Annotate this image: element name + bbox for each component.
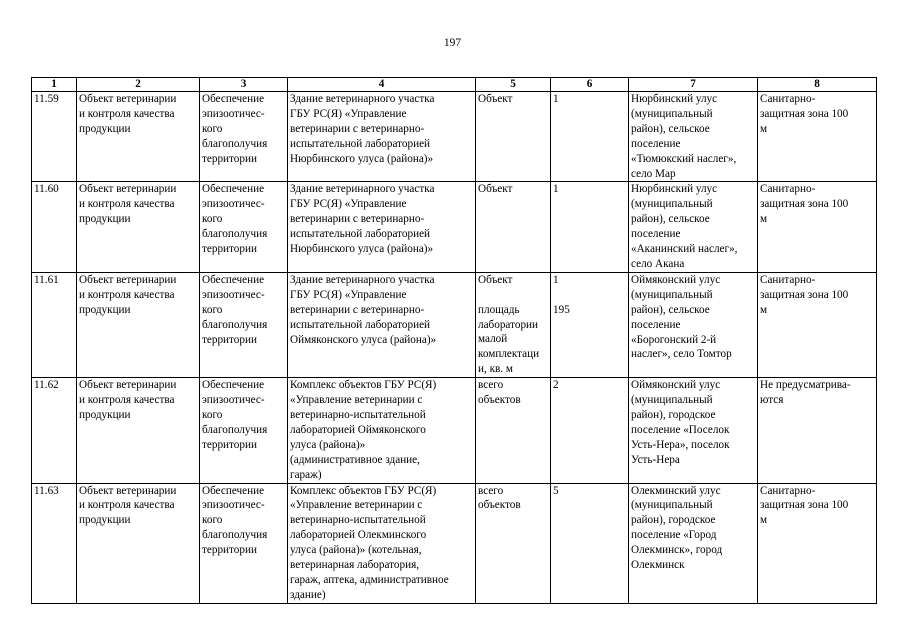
unit-cell: [476, 272, 551, 377]
zone-cell: [758, 483, 877, 603]
purpose-cell: [200, 92, 288, 182]
cell-line: ветеринарии с ветеринарно-: [290, 213, 425, 226]
cell-line: эпизоотичес-: [202, 198, 265, 211]
cell-line: Обеспечение: [202, 93, 265, 105]
cell-line: продукции: [79, 213, 131, 226]
cell-line: площадь: [478, 303, 520, 316]
cell-line: Объект ветеринарии: [79, 379, 177, 392]
cell-line: Объект: [478, 93, 513, 105]
cell-line: (административное здание,: [290, 453, 420, 466]
cell-line: благополучия: [202, 228, 268, 241]
cell-line: территории: [202, 333, 257, 346]
cell-line: (муниципальный: [631, 107, 713, 120]
cell-line: благополучия: [202, 318, 268, 331]
cell-line: Объект ветеринарии: [79, 93, 177, 105]
cell-line: ГБУ РС(Я) «Управление: [290, 198, 407, 211]
cell-line: кого: [202, 409, 223, 422]
cell-line: село Акана: [631, 257, 685, 270]
quantity-cell: [551, 483, 629, 603]
cell-line: Обеспечение: [202, 484, 265, 497]
cell-line: Комплекс объектов ГБУ РС(Я): [290, 379, 437, 392]
cell-line: Олекминский улус: [631, 484, 721, 497]
cell-line: Обеспечение: [202, 273, 265, 286]
cell-line: район), сельское: [631, 122, 710, 135]
column-header: 8: [758, 78, 877, 92]
cell-line: Нюрбинский улус: [631, 183, 718, 196]
cell-line: Обеспечение: [202, 379, 265, 392]
cell-line: ветеринарии с ветеринарно-: [290, 303, 425, 316]
column-header: 4: [288, 78, 476, 92]
purpose-cell: [200, 272, 288, 377]
cell-line: район), сельское: [631, 213, 710, 226]
cell-line: «Тюмюкский наслег»,: [631, 152, 737, 165]
purpose-cell: [200, 378, 288, 483]
cell-line: Здание ветеринарного участка: [290, 93, 435, 105]
cell-line: продукции: [79, 409, 131, 422]
cell-line: 195: [553, 303, 570, 316]
cell-line: территории: [202, 152, 257, 165]
cell-line: кого: [202, 213, 223, 226]
cell-line: поселение: [631, 228, 681, 241]
cell-line: м: [760, 213, 768, 226]
quantity-cell: [551, 378, 629, 483]
header-row: [32, 78, 877, 92]
cell-line: лабораторией Олекминского: [290, 529, 427, 542]
description-cell: [288, 483, 476, 603]
row-number-cell: 11.61: [32, 272, 77, 377]
cell-line: 1: [553, 183, 559, 196]
description-cell: [288, 378, 476, 483]
cell-line: продукции: [79, 122, 131, 135]
cell-line: продукции: [79, 303, 131, 316]
cell-line: лабораторией Оймяконского: [290, 423, 426, 436]
row-number-cell: 11.60: [32, 182, 77, 272]
cell-line: и контроля качества: [79, 198, 175, 211]
table-row: [32, 272, 877, 377]
cell-line: поселение «Поселок: [631, 423, 730, 436]
object-type-cell: [77, 378, 200, 483]
data-table: [31, 77, 877, 604]
cell-line: ветеринарно-испытательной: [290, 514, 426, 527]
cell-line: 1: [553, 93, 559, 105]
cell-line: защитная зона 100: [760, 198, 849, 211]
table-row: [32, 92, 877, 182]
cell-line: Санитарно-: [760, 484, 816, 497]
cell-line: «Управление ветеринарии с: [290, 499, 423, 512]
cell-line: благополучия: [202, 423, 268, 436]
cell-line: (муниципальный: [631, 198, 713, 211]
cell-line: продукции: [79, 514, 131, 527]
cell-line: поселение «Город: [631, 529, 717, 542]
cell-line: защитная зона 100: [760, 107, 849, 120]
column-header: 5: [476, 78, 551, 92]
cell-line: испытательной лабораторией: [290, 318, 431, 331]
cell-line: и контроля качества: [79, 288, 175, 301]
cell-line: Объект ветеринарии: [79, 183, 177, 196]
cell-line: здание): [290, 588, 326, 601]
cell-line: благополучия: [202, 137, 268, 150]
column-header: 1: [32, 78, 77, 92]
cell-line: и контроля качества: [79, 499, 175, 512]
cell-line: испытательной лабораторией: [290, 228, 431, 241]
cell-line: территории: [202, 544, 257, 557]
cell-line: район), городское: [631, 514, 716, 527]
cell-line: ются: [760, 394, 784, 407]
cell-line: Объект: [478, 273, 513, 286]
cell-line: поселение: [631, 318, 681, 331]
table-row: [32, 182, 877, 272]
cell-line: Санитарно-: [760, 183, 816, 196]
cell-line: поселение: [631, 137, 681, 150]
cell-line: Здание ветеринарного участка: [290, 183, 435, 196]
cell-line: гараж): [290, 468, 322, 481]
cell-line: малой: [478, 333, 508, 346]
cell-line: гараж, аптека, административное: [290, 573, 449, 586]
cell-line: Оймяконского улуса (района)»: [290, 333, 437, 346]
cell-line: [553, 288, 626, 303]
location-cell: [629, 378, 758, 483]
column-header: 7: [629, 78, 758, 92]
cell-line: эпизоотичес-: [202, 499, 265, 512]
cell-line: территории: [202, 438, 257, 451]
table-row: [32, 378, 877, 483]
cell-line: [478, 288, 548, 303]
cell-line: район), городское: [631, 409, 716, 422]
location-cell: [629, 272, 758, 377]
location-cell: [629, 483, 758, 603]
cell-line: Олекминск», город: [631, 544, 723, 557]
row-number-cell: 11.59: [32, 92, 77, 182]
purpose-cell: [200, 182, 288, 272]
cell-line: Объект: [478, 183, 513, 196]
cell-line: м: [760, 122, 768, 135]
cell-line: «Управление ветеринарии с: [290, 394, 423, 407]
cell-line: ГБУ РС(Я) «Управление: [290, 288, 407, 301]
cell-line: объектов: [478, 499, 521, 512]
cell-line: 5: [553, 484, 559, 497]
unit-cell: [476, 483, 551, 603]
page-number: 197: [443, 37, 462, 49]
cell-line: Здание ветеринарного участка: [290, 273, 435, 286]
cell-line: м: [760, 514, 768, 527]
cell-line: 1: [553, 273, 559, 286]
cell-line: улуса (района)» (котельная,: [290, 544, 422, 557]
cell-line: Нюрбинский улус: [631, 93, 718, 105]
cell-line: ГБУ РС(Я) «Управление: [290, 107, 407, 120]
cell-line: эпизоотичес-: [202, 394, 265, 407]
object-type-cell: [77, 272, 200, 377]
cell-line: комплектаци: [478, 348, 540, 361]
zone-cell: [758, 182, 877, 272]
unit-cell: [476, 182, 551, 272]
cell-line: м: [760, 303, 768, 316]
quantity-cell: [551, 182, 629, 272]
row-number-cell: 11.62: [32, 378, 77, 483]
cell-line: Усть-Нера: [631, 453, 680, 466]
cell-line: Нюрбинского улуса (района)»: [290, 152, 434, 165]
zone-cell: [758, 92, 877, 182]
cell-line: благополучия: [202, 529, 268, 542]
cell-line: Комплекс объектов ГБУ РС(Я): [290, 484, 437, 497]
column-header: 2: [77, 78, 200, 92]
zone-cell: [758, 272, 877, 377]
cell-line: «Аканинский наслег»,: [631, 243, 738, 256]
cell-line: наслег», село Томтор: [631, 348, 732, 361]
cell-line: «Борогонский 2-й: [631, 333, 717, 346]
purpose-cell: [200, 483, 288, 603]
location-cell: [629, 182, 758, 272]
cell-line: село Мар: [631, 167, 676, 180]
cell-line: и контроля качества: [79, 394, 175, 407]
cell-line: эпизоотичес-: [202, 107, 265, 120]
location-cell: [629, 92, 758, 182]
zone-cell: [758, 378, 877, 483]
description-cell: [288, 92, 476, 182]
object-type-cell: [77, 182, 200, 272]
cell-line: улуса (района)»: [290, 438, 366, 451]
cell-line: ветеринарная лаборатория,: [290, 559, 420, 572]
column-header: 3: [200, 78, 288, 92]
cell-line: Обеспечение: [202, 183, 265, 196]
cell-line: Оймяконский улус: [631, 273, 721, 286]
cell-line: защитная зона 100: [760, 288, 849, 301]
row-number-cell: 11.63: [32, 483, 77, 603]
cell-line: Не предусматрива-: [760, 379, 851, 392]
cell-line: Нюрбинского улуса (района)»: [290, 243, 434, 256]
cell-line: Усть-Нера», поселок: [631, 438, 730, 451]
cell-line: ветеринарно-испытательной: [290, 409, 426, 422]
cell-line: Олекминск: [631, 559, 685, 572]
unit-cell: [476, 92, 551, 182]
cell-line: территории: [202, 243, 257, 256]
cell-line: испытательной лабораторией: [290, 137, 431, 150]
column-header: 6: [551, 78, 629, 92]
table-row: [32, 483, 877, 603]
cell-line: кого: [202, 514, 223, 527]
cell-line: 2: [553, 379, 559, 392]
cell-line: район), сельское: [631, 303, 710, 316]
cell-line: защитная зона 100: [760, 499, 849, 512]
object-type-cell: [77, 92, 200, 182]
cell-line: кого: [202, 122, 223, 135]
cell-line: Оймяконский улус: [631, 379, 721, 392]
cell-line: Объект ветеринарии: [79, 484, 177, 497]
cell-line: Объект ветеринарии: [79, 273, 177, 286]
cell-line: Санитарно-: [760, 93, 816, 105]
cell-line: (муниципальный: [631, 394, 713, 407]
cell-line: и контроля качества: [79, 107, 175, 120]
cell-line: всего: [478, 379, 504, 392]
cell-line: ветеринарии с ветеринарно-: [290, 122, 425, 135]
cell-line: (муниципальный: [631, 288, 713, 301]
cell-line: Санитарно-: [760, 273, 816, 286]
cell-line: и, кв. м: [478, 363, 513, 376]
quantity-cell: [551, 92, 629, 182]
description-cell: [288, 272, 476, 377]
cell-line: эпизоотичес-: [202, 288, 265, 301]
object-type-cell: [77, 483, 200, 603]
cell-line: всего: [478, 484, 504, 497]
cell-line: лаборатории: [478, 318, 539, 331]
cell-line: кого: [202, 303, 223, 316]
unit-cell: [476, 378, 551, 483]
quantity-cell: [551, 272, 629, 377]
description-cell: [288, 182, 476, 272]
cell-line: объектов: [478, 394, 521, 407]
cell-line: (муниципальный: [631, 499, 713, 512]
